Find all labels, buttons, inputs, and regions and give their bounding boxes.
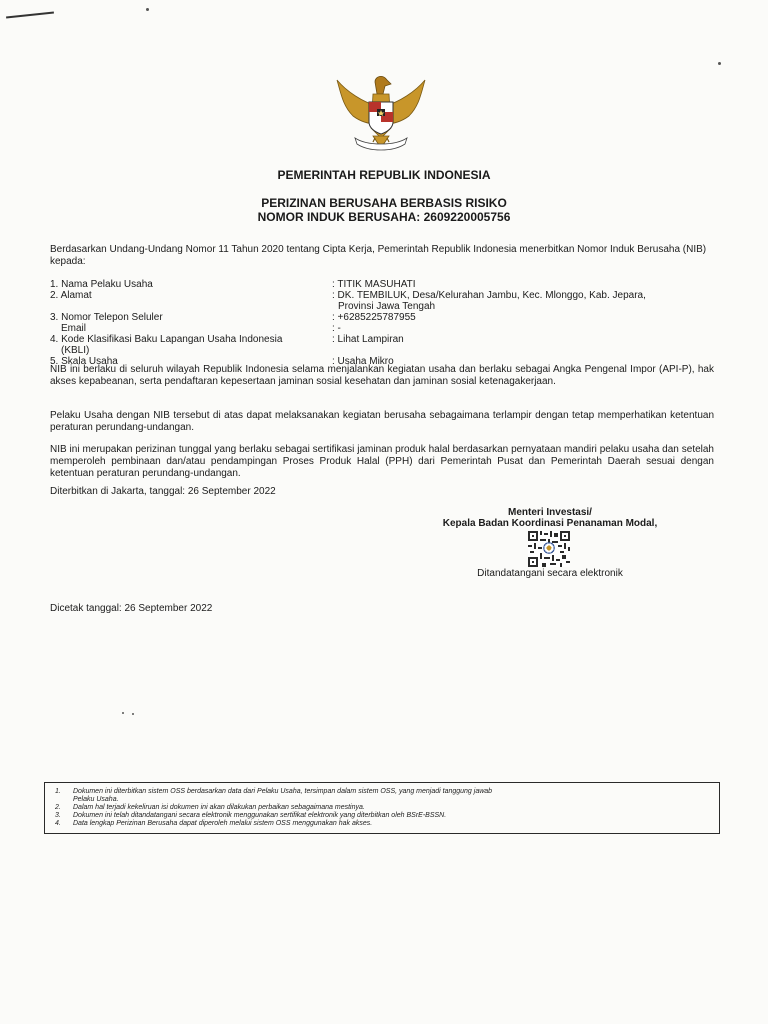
government-heading: PEMERINTAH REPUBLIK INDONESIA <box>277 168 491 182</box>
field-row-email <box>50 323 720 334</box>
field-label <box>50 334 332 356</box>
note-item <box>55 804 711 812</box>
note-number: 4. <box>55 820 61 827</box>
field-row-phone <box>50 312 720 323</box>
halal-paragraph: NIB ini merupakan perizinan tunggal yang berlaku sebagai sertifikasi jaminan produk halal berdasarkan pernyataan mandiri pelaku usaha dan setelah memperoleh pembinaan dan/atau pendampingan Proses Produk Halal (PPH) dari Pemerintah Pusat dan Pemerintah Daerah sesuai dengan ketentuan peraturan perundang-undangan. <box>50 444 714 479</box>
note-text-line1: Dokumen ini diterbitkan sistem OSS berdasarkan data dari Pelaku Usaha, tersimpan dalam sistem OSS, yang menjadi tanggung jawab <box>73 788 493 795</box>
scan-speck <box>146 8 149 11</box>
nib-number-heading: NOMOR INDUK BERUSAHA: 2609220005756 <box>257 210 511 224</box>
note-number: 3. <box>55 812 61 819</box>
signer-line2: Kepala Badan Koordinasi Penanaman Modal, <box>442 518 658 529</box>
field-row-kbli <box>50 334 720 356</box>
kbli-label-line1: 4. Kode Klasifikasi Baku Lapangan Usaha Indonesia <box>50 334 283 345</box>
signer-title <box>400 507 700 529</box>
field-label: 2. Alamat <box>50 290 92 301</box>
notes-box <box>44 782 720 834</box>
scan-mark <box>6 11 54 18</box>
field-value: : Usaha Mikro <box>332 356 394 367</box>
address-line2: Provinsi Jawa Tengah <box>338 301 436 312</box>
field-label: 5. Skala Usaha <box>50 356 118 367</box>
note-item <box>55 788 711 804</box>
note-text: Dokumen ini telah ditandatangani secara elektronik menggunakan sertifikat elektronik yang diterbitkan oleh BSrE-BSSN. <box>73 812 447 819</box>
scan-speck <box>122 712 124 714</box>
note-item <box>55 820 711 828</box>
field-value: : - <box>332 323 341 334</box>
scan-speck <box>718 62 721 65</box>
field-label: 3. Nomor Telepon Seluler <box>50 312 163 323</box>
validity-paragraph: NIB ini berlaku di seluruh wilayah Republik Indonesia selama menjalankan kegiatan usaha dan berlaku sebagai Angka Pengenal Impor (API-P), hak akses kepabeanan, serta pendaftaran kepesertaan jaminan sosial kesehatan dan jaminan sosial ketenagakerjaan. <box>50 364 714 387</box>
field-label: Email <box>61 323 87 334</box>
note-text <box>73 788 711 804</box>
note-text: Dalam hal terjadi kekeliruan isi dokumen ini akan dilakukan perbaikan sebagaimana mestinya. <box>73 804 365 811</box>
field-label: 1. Nama Pelaku Usaha <box>50 279 153 290</box>
document-title-line1: PERIZINAN BERUSAHA BERBASIS RISIKO <box>261 196 507 210</box>
note-text-line2: Pelaku Usaha. <box>73 796 119 803</box>
address-line1: : DK. TEMBILUK, Desa/Kelurahan Jambu, Kec. Mlonggo, Kab. Jepara, <box>332 290 646 301</box>
scan-speck <box>132 713 134 715</box>
field-row-address <box>50 290 720 312</box>
activity-paragraph: Pelaku Usaha dengan NIB tersebut di atas dapat melaksanakan kegiatan berusaha sebagaimana terlampir dengan tetap memperhatikan ketentuan peraturan perundang-undangan. <box>50 410 714 433</box>
field-value: : Lihat Lampiran <box>332 334 404 345</box>
note-text: Data lengkap Perizinan Berusaha dapat diperoleh melalui sistem OSS menggunakan hak akses. <box>73 820 373 827</box>
field-value <box>332 290 720 312</box>
printed-date: Dicetak tanggal: 26 September 2022 <box>50 603 213 614</box>
note-number: 2. <box>55 804 61 811</box>
garuda-pancasila-emblem-icon <box>333 72 429 156</box>
signer-line1: Menteri Investasi/ <box>508 507 592 518</box>
business-details <box>50 279 720 367</box>
field-value: : TITIK MASUHATI <box>332 279 416 290</box>
field-row-name <box>50 279 720 290</box>
field-value: : +6285225787955 <box>332 312 416 323</box>
qr-code-icon <box>528 531 570 567</box>
issued-date: Diterbitkan di Jakarta, tanggal: 26 September 2022 <box>50 486 276 497</box>
electronic-signature-text: Ditandatangani secara elektronik <box>477 568 623 579</box>
note-number: 1. <box>55 788 61 795</box>
intro-paragraph: Berdasarkan Undang-Undang Nomor 11 Tahun 2020 tentang Cipta Kerja, Pemerintah Republik Indonesia menerbitkan Nomor Induk Berusaha (NIB) kepada: <box>50 244 707 267</box>
note-item <box>55 812 711 820</box>
document-title <box>0 196 768 224</box>
kbli-label-line2: (KBLI) <box>61 345 90 356</box>
